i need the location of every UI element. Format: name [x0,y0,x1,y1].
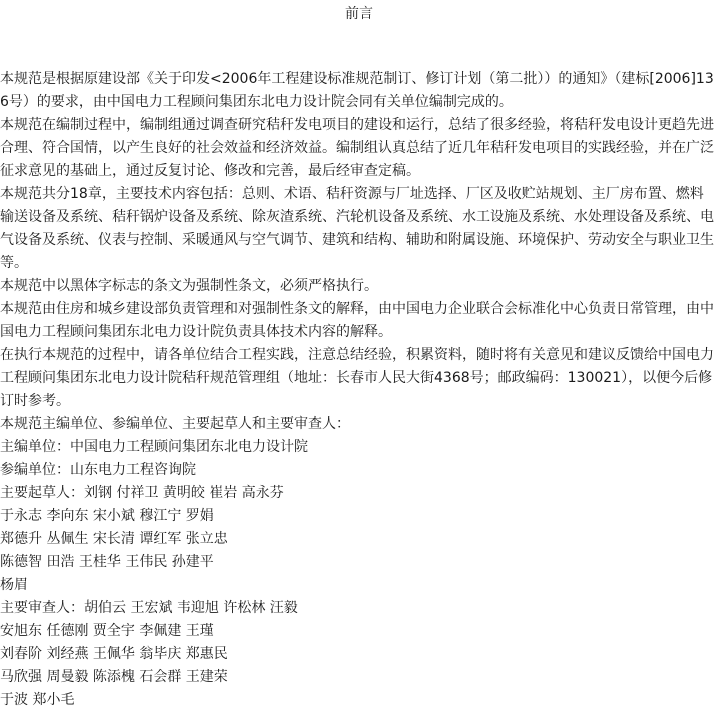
drafters-line-5: 杨眉 [0,577,28,593]
chief-unit: 主编单位：中国电力工程顾问集团东北电力设计院 [0,439,308,455]
reviewers-line-5: 于波 郑小毛 [0,692,75,708]
drafters-line-2: 于永志 李向东 宋小斌 穆江宁 罗娟 [0,508,214,524]
drafters-line-1: 主要起草人：刘钢 付祥卫 黄明皎 崔岩 高永芬 [0,485,284,501]
reviewers-line-2: 安旭东 任德刚 贾全宇 李佩建 王瑾 [0,623,214,639]
document-body [0,68,716,712]
participating-unit: 参编单位：山东电力工程咨询院 [0,462,196,478]
paragraph-feedback: 在执行本规范的过程中，请各单位结合工程实践，注意总结经验，积累资料，随时将有关意见和建议反馈给中国电力工程顾问集团东北电力设计院秸秆规范管理组（地址：长春市人民大街4368号；邮政编码：130021），以便今后修订时参考。 [0,347,714,409]
reviewers-line-1: 主要审查人：胡伯云 王宏斌 韦迎旭 许松林 汪毅 [0,600,298,616]
reviewers-line-4: 马欣强 周曼毅 陈添槐 石会群 王建荣 [0,669,228,685]
drafters-line-3: 郑德升 丛佩生 宋长清 谭红军 张立忠 [0,531,228,547]
paragraph-basis: 本规范是根据原建设部《关于印发<2006年工程建设标准规范制订、修订计划（第二批））的通知》（建标[2006]136号）的要求，由中国电力工程顾问集团东北电力设计院会同有关单位编制完成的。 [0,71,714,110]
paragraph-mandatory: 本规范中以黑体字标志的条文为强制性条文，必须严格执行。 [0,278,378,294]
drafters-line-4: 陈德智 田浩 王桂华 王伟民 孙建平 [0,554,214,570]
paragraph-management: 本规范由住房和城乡建设部负责管理和对强制性条文的解释，由中国电力企业联合会标准化中心负责日常管理，由中国电力工程顾问集团东北电力设计院负责具体技术内容的解释。 [0,301,714,340]
paragraph-compilation: 本规范在编制过程中，编制组通过调查研究秸秆发电项目的建设和运行，总结了很多经验，将秸秆发电设计更趋先进合理、符合国情，以产生良好的社会效益和经济效益。编制组认真总结了近几年秸秆发电项目的实践经验，并在广泛征求意见的基础上，通过反复讨论、修改和完善，最后经审查定稿。 [0,117,714,179]
paragraph-contents: 本规范共分18章，主要技术内容包括：总则、术语、秸秆资源与厂址选择、厂区及收贮站规划、主厂房布置、燃料输送设备及系统、秸秆锅炉设备及系统、除灰渣系统、汽轮机设备及系统、水工设施及系统、水处理设备及系统、电气设备及系统、仪表与控制、采暖通风与空气调节、建筑和结构、辅助和附属设施、环境保护、劳动安全与职业卫生等。 [0,186,714,271]
paragraph-units-intro: 本规范主编单位、参编单位、主要起草人和主要审查人： [0,416,350,432]
reviewers-line-3: 刘春阶 刘经燕 王佩华 翁毕庆 郑惠民 [0,646,228,662]
page-title: 前言 [345,6,373,22]
